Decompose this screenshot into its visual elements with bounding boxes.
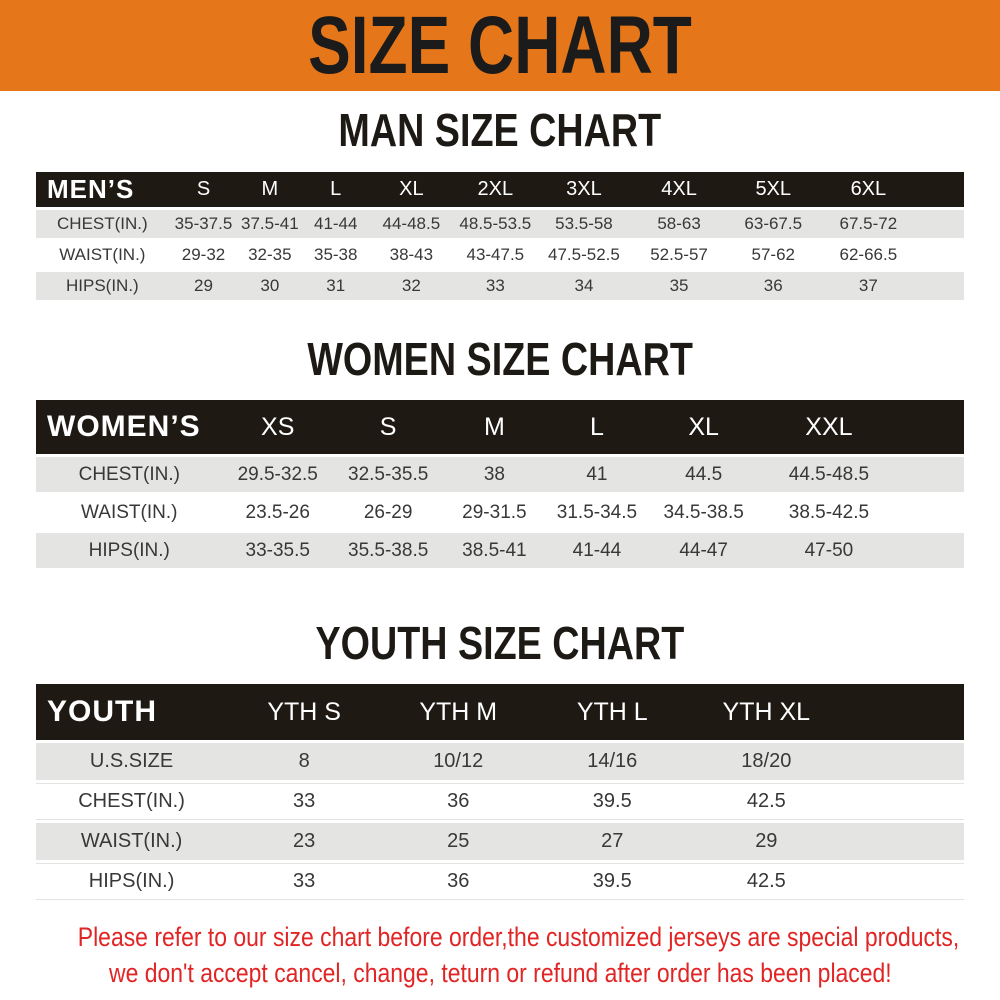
row-label: WAIST(IN.): [81, 501, 178, 523]
women-section-heading: [0, 333, 1000, 385]
size-column-header: YTH XL: [722, 697, 811, 726]
size-column-header: S: [379, 412, 397, 441]
men-size-table: [36, 169, 964, 303]
size-column-header: XS: [261, 412, 295, 441]
size-column-header: YTH M: [419, 697, 498, 726]
row-label: CHEST(IN.): [78, 463, 180, 485]
size-column-header: XXL: [805, 412, 853, 441]
table-row: [36, 783, 964, 820]
table-row: [36, 823, 964, 860]
size-value-cell: 37: [858, 276, 878, 295]
size-value-cell: 33-35.5: [245, 539, 310, 561]
table-row: [36, 743, 964, 780]
size-value-cell: 14/16: [587, 750, 638, 772]
size-value-cell: 52.5-57: [650, 245, 708, 264]
size-value-cell: 44-47: [679, 539, 728, 561]
page-title: SIZE CHART: [308, 0, 692, 91]
filler-cell: [918, 272, 964, 300]
size-value-cell: 44-48.5: [382, 214, 441, 233]
size-value-cell: 48.5-53.5: [459, 214, 532, 233]
size-value-cell: 32: [401, 276, 421, 295]
size-value-cell: 44.5: [685, 463, 723, 485]
size-value-cell: 39.5: [535, 863, 689, 900]
size-value-cell: 44.5-48.5: [788, 463, 870, 485]
row-label: HIPS(IN.): [88, 539, 170, 561]
size-value-cell: 29.5-32.5: [237, 463, 318, 485]
size-column-header: YTH S: [267, 697, 341, 726]
refund-policy-line-1: Please refer to our size chart before order,the customized jerseys are special products,: [77, 922, 960, 952]
youth-section-heading: [0, 617, 1000, 669]
size-value-cell: 31: [326, 276, 346, 295]
size-value-cell: 39.5: [535, 783, 689, 820]
size-value-cell: 43-47.5: [466, 245, 525, 264]
size-value-cell: 33: [227, 863, 381, 900]
size-value-cell: 35-37.5: [174, 214, 233, 233]
size-value-cell: 25: [447, 830, 470, 852]
table-row: [36, 272, 964, 300]
size-value-cell: 26-29: [363, 501, 413, 523]
filler-cell: [918, 172, 964, 207]
size-value-cell: 35.5-38.5: [348, 539, 429, 561]
filler-cell: [918, 241, 964, 269]
table-title: MEN’S: [47, 174, 135, 204]
size-value-cell: 36: [763, 276, 783, 295]
size-column-header: M: [261, 178, 279, 200]
refund-policy-line-2: we don't accept cancel, change, teturn or refund after order has been placed!: [108, 958, 892, 988]
row-label: WAIST(IN.): [59, 245, 146, 264]
size-column-header: YTH L: [576, 697, 648, 726]
size-value-cell: 32-35: [248, 245, 292, 264]
table-row: [36, 457, 964, 492]
youth-section-heading-text: YOUTH SIZE CHART: [315, 617, 685, 669]
size-column-header: 4XL: [661, 178, 697, 200]
size-value-cell: 41: [586, 463, 608, 485]
size-value-cell: 29-31.5: [462, 501, 527, 523]
size-value-cell: 38.5-42.5: [788, 501, 870, 523]
size-value-cell: 47-50: [804, 539, 854, 561]
table-row: [36, 533, 964, 568]
size-column-header: M: [483, 412, 505, 441]
filler-cell: [843, 743, 964, 780]
size-value-cell: 23.5-26: [245, 501, 310, 523]
size-value-cell: 63-67.5: [744, 214, 803, 233]
women-size-table: [36, 397, 964, 571]
row-label: HIPS(IN.): [65, 276, 139, 295]
size-value-cell: 47.5-52.5: [548, 245, 620, 264]
size-value-cell: 37.5-41: [241, 214, 299, 233]
size-column-header: S: [196, 178, 211, 200]
filler-cell: [918, 210, 964, 238]
size-value-cell: 42.5: [689, 783, 843, 820]
size-value-cell: 27: [601, 830, 624, 852]
size-value-cell: 38.5-41: [462, 539, 527, 561]
size-value-cell: 35: [669, 276, 689, 295]
filler-cell: [899, 495, 964, 530]
size-value-cell: 35-38: [313, 245, 358, 264]
filler-cell: [843, 684, 964, 740]
row-label: CHEST(IN.): [36, 783, 227, 820]
size-value-cell: 42.5: [689, 863, 843, 900]
size-value-cell: 41-44: [572, 539, 622, 561]
man-section-heading-text: MAN SIZE CHART: [338, 104, 662, 156]
size-column-header: 3XL: [566, 178, 602, 200]
filler-cell: [843, 783, 964, 820]
size-value-cell: 32.5-35.5: [348, 463, 429, 485]
filler-cell: [899, 533, 964, 568]
size-value-cell: 58-63: [657, 214, 701, 233]
size-column-header: XL: [688, 412, 719, 441]
table-row: [36, 863, 964, 900]
row-label: HIPS(IN.): [36, 863, 227, 900]
size-value-cell: 10/12: [433, 750, 484, 772]
size-column-header: L: [589, 412, 604, 441]
table-title: WOMEN’S: [47, 410, 201, 443]
size-value-cell: 57-62: [751, 245, 795, 264]
size-value-cell: 29-32: [181, 245, 226, 264]
man-section-heading: [0, 104, 1000, 156]
size-value-cell: 38: [483, 463, 505, 485]
refund-policy-note: [0, 919, 1000, 991]
table-row: [36, 210, 964, 238]
row-label: U.S.SIZE: [89, 750, 174, 772]
size-value-cell: 18/20: [741, 750, 792, 772]
row-label: WAIST(IN.): [80, 830, 183, 852]
size-value-cell: 38-43: [389, 245, 434, 264]
size-value-cell: 53.5-58: [555, 214, 613, 233]
size-value-cell: 41-44: [313, 214, 358, 233]
size-value-cell: 23: [293, 830, 316, 852]
size-value-cell: 67.5-72: [839, 214, 898, 233]
table-row: [36, 241, 964, 269]
filler-cell: [843, 823, 964, 860]
size-column-header: 5XL: [755, 178, 792, 200]
size-value-cell: 36: [381, 863, 535, 900]
filler-cell: [843, 863, 964, 900]
size-column-header: L: [330, 178, 342, 200]
size-value-cell: 31.5-34.5: [556, 501, 638, 523]
size-column-header: 2XL: [477, 178, 514, 200]
size-value-cell: 33: [227, 783, 381, 820]
size-value-cell: 33: [485, 276, 505, 295]
size-value-cell: 29: [194, 276, 213, 295]
filler-cell: [899, 457, 964, 492]
size-value-cell: 62-66.5: [839, 245, 898, 264]
size-value-cell: 30: [260, 276, 280, 295]
size-column-header: 6XL: [850, 178, 887, 200]
size-value-cell: 8: [298, 750, 310, 772]
women-section-heading-text: WOMEN SIZE CHART: [307, 333, 693, 385]
youth-size-table: [36, 681, 964, 903]
size-value-cell: 36: [381, 783, 535, 820]
size-value-cell: 34.5-38.5: [663, 501, 744, 523]
title-banner: [0, 0, 1000, 91]
table-title: YOUTH: [47, 695, 157, 728]
filler-cell: [899, 400, 964, 454]
row-label: CHEST(IN.): [57, 214, 148, 233]
table-row: [36, 495, 964, 530]
size-value-cell: 29: [755, 830, 778, 852]
size-value-cell: 34: [574, 276, 594, 295]
size-column-header: XL: [399, 178, 424, 200]
